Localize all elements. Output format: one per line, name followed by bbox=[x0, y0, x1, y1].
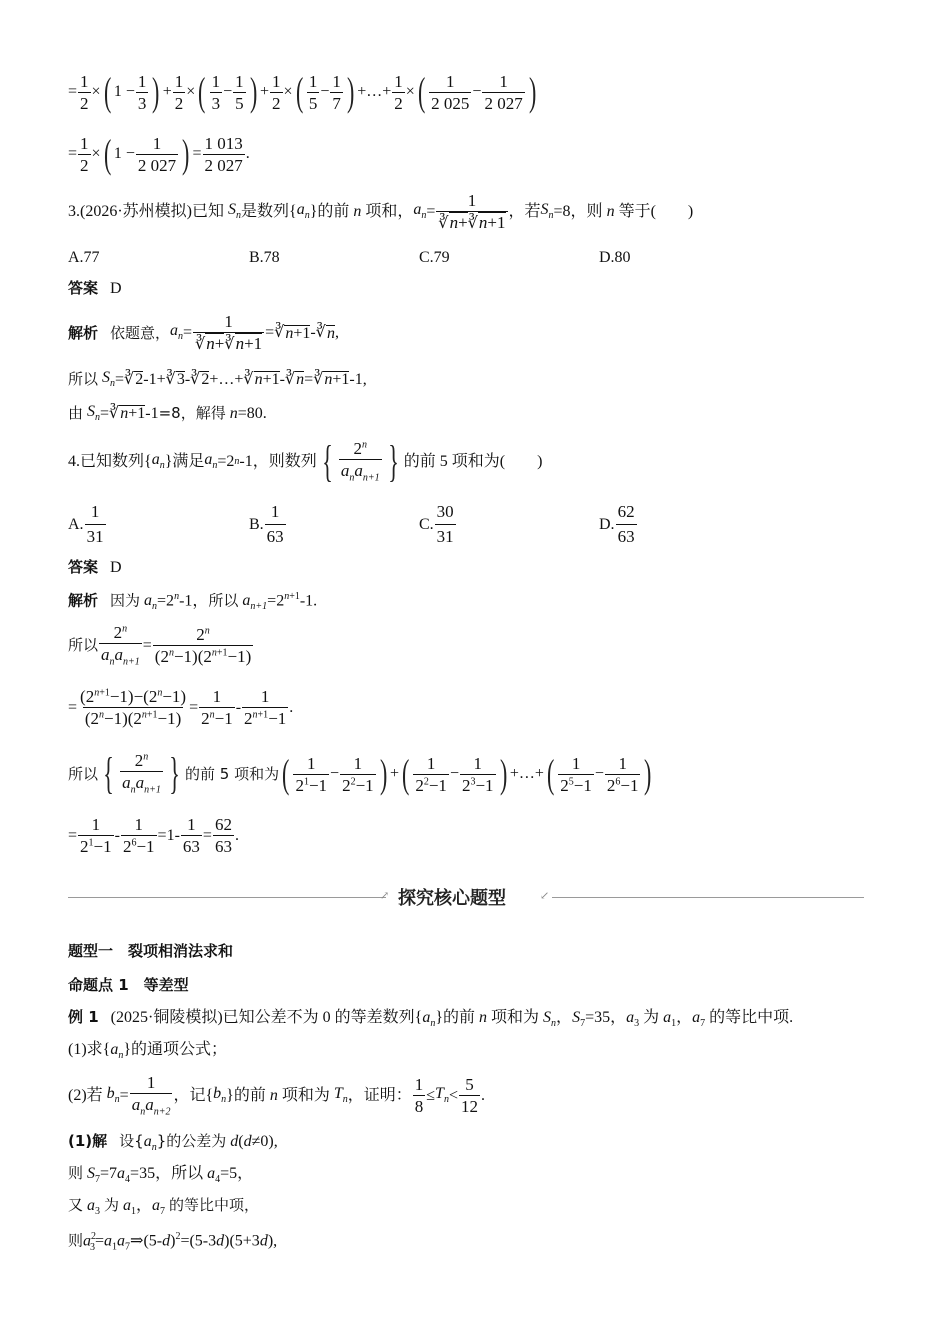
q3-option-c: C.79 bbox=[419, 249, 450, 266]
q4-text-2: =2 bbox=[217, 453, 235, 470]
part1-text: (1)求{ bbox=[68, 1041, 111, 1058]
solution-text-1b: }的公差为 bbox=[156, 1132, 227, 1150]
q3-analysis: 解析 依题意， $a_n$ = $\frac{1}{∛n+∛n+1}$ = ∛ n+1 - ∛ n , bbox=[68, 312, 339, 353]
solution-text-1: 设{ bbox=[119, 1132, 144, 1150]
analysis-text: 依题意， bbox=[110, 323, 171, 342]
question-3: 3.(2026·苏州模拟)已知 $S_n$ 是数列{ $a_n$ }的前 n 项和， $a_n$ = $\frac{1}{∛n+∛n+1}$ ，若 $S_n$ =8，则 n 等于( ) bbox=[68, 191, 694, 232]
topic-point: 命题点 1 等差型 bbox=[68, 976, 189, 994]
q3-text: 是数列{ bbox=[241, 203, 297, 220]
q4-prefix: 4.已知数列{ bbox=[68, 453, 152, 470]
from-text: 由 bbox=[68, 404, 84, 423]
q4-step-3: 所以 { $\frac{2^n}{a_na_{n+1}}$ } 的前 5 项和为 ( $\frac{1}{2^1-1}$ − $\frac{1}{2^2-1}$ ) + ( $\frac{1}{2^2-1}$ − $\frac{1}{2^3-1}$ ) +…+ ( $\frac{1}{2^5-1}$ − $\frac{1}{2^6-1}$ ) bbox=[68, 749, 652, 798]
q3-text-6: 等于( ) bbox=[618, 203, 694, 220]
q4-option-d: D. $\frac{62}{63}$ bbox=[599, 502, 635, 546]
q3-solve-line: 由 $S_n$ = ∛ n+1 -1 =8，解得 n =80. bbox=[68, 403, 267, 424]
q3-option-a: A.77 bbox=[68, 249, 100, 266]
part1-text-2: }的通项公式； bbox=[123, 1041, 228, 1058]
example-label: 例 1 bbox=[68, 1008, 99, 1026]
so-text: 所以 bbox=[68, 370, 99, 389]
sum-result-line: = $\frac{1}{2}$ × ( 1 − $\frac{1}{2 027}$ ) = $\frac{1 013}{2 027}$ . bbox=[68, 131, 250, 176]
so-text: 所以 bbox=[68, 636, 99, 655]
section-divider-left bbox=[68, 897, 386, 898]
answer-value: D bbox=[110, 559, 122, 576]
example-part-1: (1)求$\{a_n\}$的通项公式； bbox=[68, 1041, 228, 1062]
solution-text-4: 则 bbox=[68, 1231, 84, 1250]
solution-text-3: 又 bbox=[68, 1196, 84, 1214]
q4-text-4: 的前 5 项和为( ) bbox=[403, 453, 543, 470]
answer-label: 答案 bbox=[68, 279, 99, 297]
example-text-6: 的等比中项. bbox=[709, 1009, 794, 1026]
q3-option-b: B.78 bbox=[249, 249, 280, 266]
q4-step-2: = $\frac{(2^{n+1}-1)-(2^n-1)}{(2^n-1)(2^{n+1}-1)}$ = $\frac{1}{2^n-1}$ - $\frac{1}{2^{n+1}-1}$ . bbox=[68, 687, 294, 728]
solution-line-2: 则 $S_7=7a_4=35$，所以 $a_4=5$， bbox=[68, 1164, 254, 1186]
solution-text-3b: 为 bbox=[104, 1196, 120, 1214]
q3-answer bbox=[68, 281, 122, 297]
section-title: 探究核心题型 bbox=[398, 888, 506, 909]
solution-text-2: 则 bbox=[68, 1164, 84, 1182]
analysis-label: 解析 bbox=[68, 591, 99, 610]
answer-value: D bbox=[110, 280, 122, 297]
example-text-2: }的前 bbox=[435, 1009, 476, 1026]
solution-text-3c: 的等比中项， bbox=[169, 1196, 260, 1214]
divider-mark-right: ↙ bbox=[540, 890, 550, 902]
example-text-4: =35， bbox=[585, 1009, 627, 1026]
divider-mark-left: ↗ bbox=[380, 890, 390, 902]
q3-text-5: =8，则 bbox=[553, 203, 603, 220]
section-divider-right bbox=[552, 897, 864, 898]
example-text: (2025·铜陵模拟)已知公差不为 0 的等差数列{ bbox=[110, 1009, 423, 1026]
solution-text-2c: =5， bbox=[220, 1165, 254, 1182]
solution-text-2b: =35，所以 bbox=[130, 1165, 204, 1182]
part2-text-3: }的前 bbox=[226, 1086, 266, 1104]
q4-analysis: 解析 因为 $a_n=2^n-1$，所以 $a_{n+1}=2^{n+1}-1$. bbox=[68, 591, 318, 613]
q4-step-4: = $\frac{1}{2^1-1}$ - $\frac{1}{2^6-1}$ =1- $\frac{1}{63}$ = $\frac{62}{63}$ . bbox=[68, 815, 239, 856]
example-text-3: 项和为 bbox=[491, 1009, 540, 1026]
solution-line-4: 则$a^2_3=a_1a_7\Rightarrow(5-d)^2=(5-3d)(5+3d)$, bbox=[68, 1231, 278, 1253]
example-text-5: 为 bbox=[643, 1009, 660, 1026]
n-value: =80. bbox=[237, 404, 267, 422]
q4-text: }满足 bbox=[164, 453, 205, 470]
topic-heading: 题型一 裂项相消法求和 bbox=[68, 942, 234, 960]
solution-line-1: (1)解 设$\{a_n\}$的公差为 d(d≠0), bbox=[68, 1132, 278, 1154]
q3-prefix: 3.(2026·苏州模拟)已知 bbox=[68, 203, 224, 220]
example-1: 例 1 (2025·铜陵模拟)已知公差不为 0 的等差数列$\{a_n\}$的前 n 项和为 $S_n$，$S_7=35$，$a_3$ 为 $a_1$，$a_7$ 的等比中项. bbox=[68, 1008, 794, 1030]
part2-text-2: ，记{ bbox=[173, 1086, 214, 1104]
solution-label: (1)解 bbox=[68, 1132, 108, 1150]
q3-text-4: ，若 bbox=[508, 203, 541, 220]
sum-text: 的前 5 项和为 bbox=[185, 764, 280, 783]
part2-text-5: ，证明： bbox=[347, 1086, 412, 1104]
answer-label: 答案 bbox=[68, 558, 99, 576]
q3-text-2: }的前 bbox=[309, 203, 350, 220]
q4-text-3: -1，则数列 bbox=[239, 453, 317, 470]
q4-step-1: 所以 $\frac{2^n}{a_na_{n+1}}$ = $\frac{2^n}{(2^n-1)(2^{n+1}-1)}$ bbox=[68, 623, 252, 668]
part2-text: (2)若 bbox=[68, 1086, 103, 1104]
solution-line-3: 又 $a_3$ 为 $a_1$，$a_7$ 的等比中项， bbox=[68, 1196, 260, 1218]
q4-answer bbox=[68, 560, 122, 576]
question-4: 4.已知数列{ $a_n$ }满足 $a_n$ =2 n -1，则数列 { $\frac{2^n}{a_na_{n+1}}$ } 的前 5 项和为( ) bbox=[68, 437, 543, 486]
q3-sum-line: 所以 $S_n$ = ∛ 2 -1+ ∛ 3 - ∛ 2 +…+ ∛ n+1 - ∛ n = ∛ n+1 -1, bbox=[68, 369, 367, 390]
part2-text-4: 项和为 bbox=[281, 1086, 330, 1104]
solve-text: =8，解得 bbox=[158, 404, 226, 423]
q4-option-c: C. $\frac{30}{31}$ bbox=[419, 502, 454, 546]
example-part-2: (2)若 $b_n$ = $\frac{1}{a_na_{n+2}}$ ，记{ $b_n$ }的前 n 项和为 $T_n$ ，证明： $\frac{1}{8}$ ≤ $T_n$ < $\frac{5}{12}$ . bbox=[68, 1073, 485, 1118]
q4-option-a: A. $\frac{1}{31}$ bbox=[68, 502, 104, 546]
analysis-text: 因为 bbox=[110, 591, 141, 610]
telescoping-sum-line: = $\frac{1}{2}$ × ( 1 − $\frac{1}{3}$ ) + $\frac{1}{2}$ × ( $\frac{1}{3}$ − $\frac{1}{5}$ ) + $\frac{1}{2}$ × ( $\frac{1}{5}$ − $\frac{1}{7}$ ) +…+ $\frac{1}{2}$ × ( $\frac{1}{2 025}$ − $\frac{1}{2 027}$ ) bbox=[68, 69, 537, 114]
q3-option-d: D.80 bbox=[599, 249, 631, 266]
q4-option-b: B. $\frac{1}{63}$ bbox=[249, 502, 284, 546]
q3-text-3: 项和， bbox=[365, 203, 414, 220]
analysis-label: 解析 bbox=[68, 323, 99, 342]
